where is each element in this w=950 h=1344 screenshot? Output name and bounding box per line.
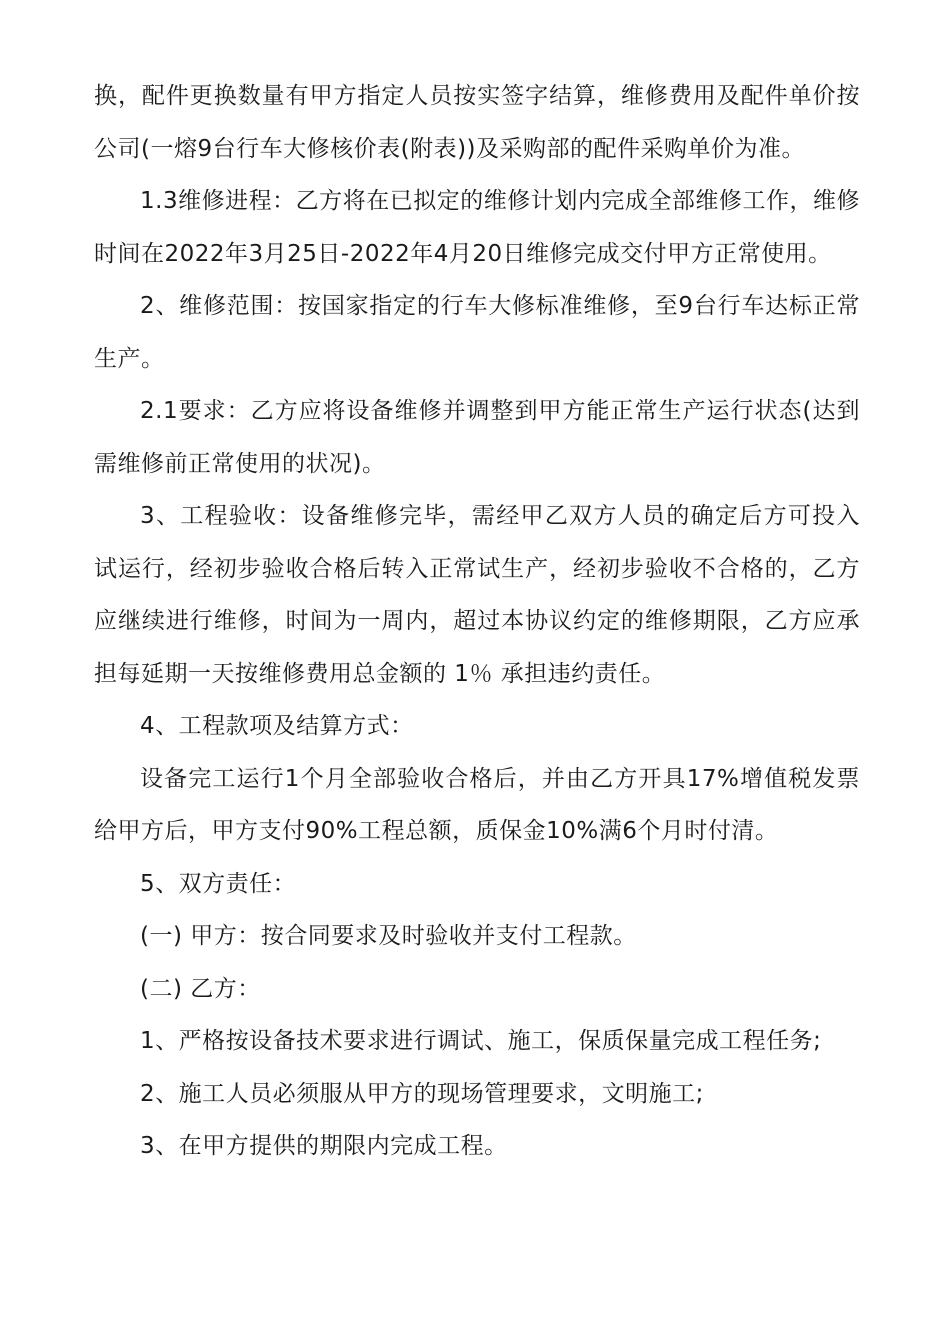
list-item-party-b-2: 2、施工人员必须服从甲方的现场管理要求，文明施工; (140, 1080, 704, 1107)
paragraph-party-a: (一) 甲方：按合同要求及时验收并支付工程款。 (140, 923, 637, 949)
list-item-party-b-1: 1、严格按设备技术要求进行调试、施工，保质保量完成工程任务; (140, 1028, 822, 1054)
paragraph-responsibilities-heading: 5、双方责任： (140, 870, 297, 897)
paragraph-continuation: 换，配件更换数量有甲方指定人员按实签字结算，维修费用及配件单价按公司(一熔9台行车大修核价表(附表))及采购部的配件采购单价为准。 (94, 83, 860, 162)
list-item-party-b-3: 3、在甲方提供的期限内完成工程。 (140, 1133, 508, 1159)
paragraph-maintenance-scope: 2、维修范围：按国家指定的行车大修标准维修，至9台行车达标正常生产。 (94, 293, 860, 372)
paragraph-acceptance: 3、工程验收：设备维修完毕，需经甲乙双方人员的确定后方可投入试运行，经初步验收合格后转入正常试生产，经初步验收不合格的，乙方应继续进行维修，时间为一周内，超过本协议约定的维修期限，乙方应承担每延期一天按维修费用总金额的 1％ 承担违约责任。 (94, 503, 860, 687)
paragraph-party-b: (二) 乙方： (140, 975, 261, 1002)
paragraph-requirements: 2.1要求：乙方应将设备维修并调整到甲方能正常生产运行状态(达到需维修前正常使用的状况)。 (94, 398, 860, 477)
document-body (94, 70, 860, 1173)
paragraph-payment-heading: 4、工程款项及结算方式： (140, 713, 414, 739)
paragraph-maintenance-schedule: 1.3维修进程：乙方将在已拟定的维修计划内完成全部维修工作，维修时间在2022年3月25日-2022年4月20日维修完成交付甲方正常使用。 (94, 188, 860, 267)
paragraph-payment-terms: 设备完工运行1个月全部验收合格后，并由乙方开具17%增值税发票给甲方后，甲方支付90%工程总额，质保金10%满6个月时付清。 (94, 765, 860, 844)
